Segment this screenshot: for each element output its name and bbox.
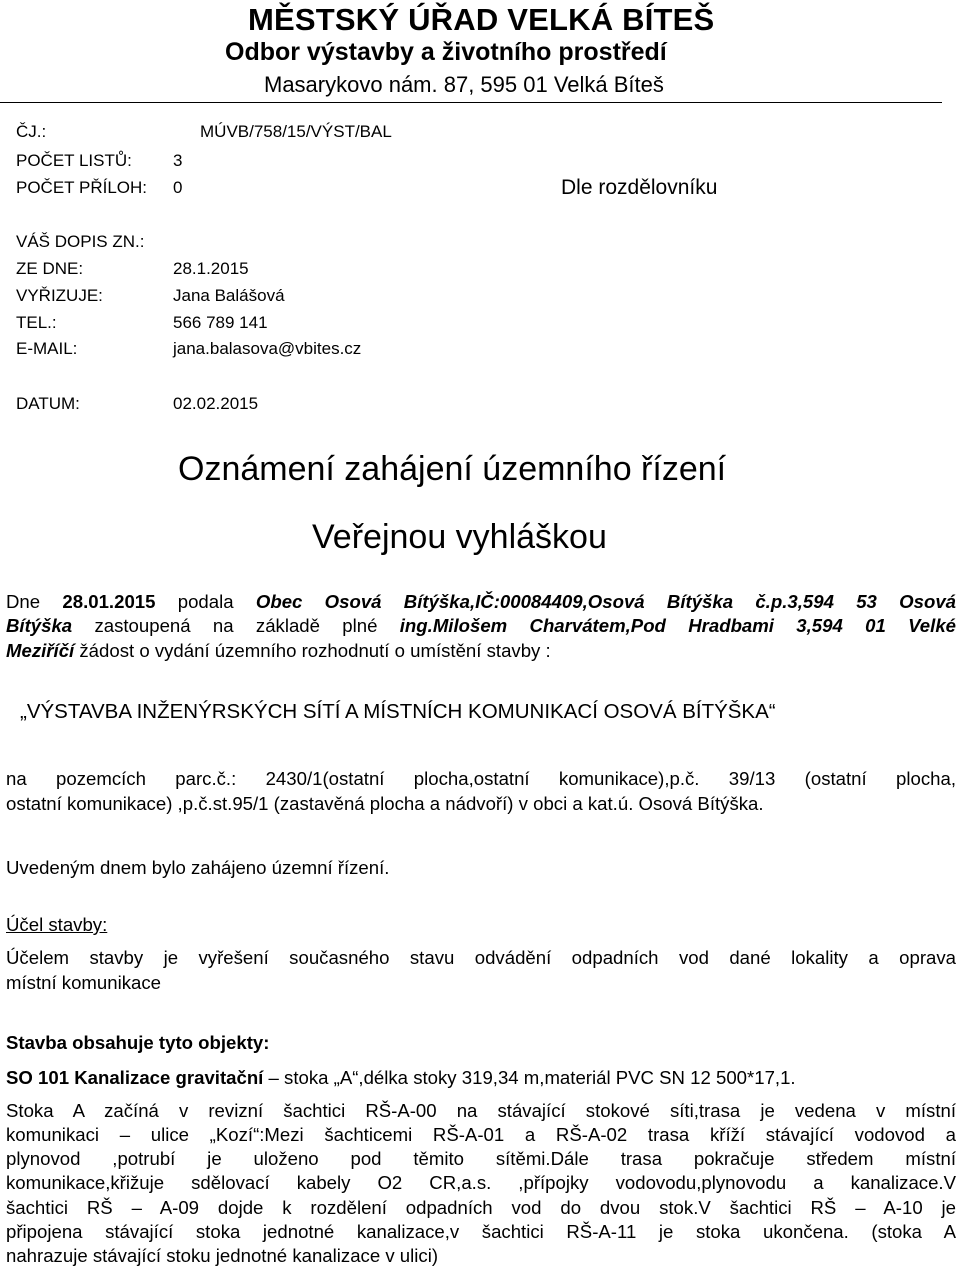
pocet-priloh-value: 0 [173,178,183,197]
email-value: jana.balasova@vbites.cz [173,339,362,358]
stoka-line-5: šachtici RŠ – A-09 dojde k rozdělení odpadních vod do dvou stok.V šachtici RŠ – A-10 je [6,1197,956,1218]
recipient: Dle rozdělovníku [561,176,718,199]
stoka-line-2: komunikaci – ulice „Kozí“:Mezi šachticemi RŠ-A-01 a RŠ-A-02 trasa kříží stávající vodovod a [6,1124,956,1145]
parcels-line-1: na pozemcích parc.č.: 2430/1(ostatní plocha,ostatní komunikace),p.č. 39/13 (ostatní plocha, [6,768,956,789]
pocet-listu-value: 3 [173,151,183,170]
ze-dne-value: 28.1.2015 [173,259,249,278]
zahajeno-text: Uvedeným dnem bylo zahájeno územní řízení. [6,857,390,878]
datum-label: DATUM: [16,394,80,413]
department-name: Odbor výstavby a životního prostředí [225,38,667,66]
vyrizuje-label: VYŘIZUJE: [16,286,103,305]
document-title: Oznámení zahájení územního řízení [178,450,727,488]
stoka-line-3: plynovod ,potrubí je uloženo pod těmito sítěmi.Dále trasa pokračuje středem místní [6,1148,956,1169]
cj-label: ČJ.: [16,122,47,141]
header-divider [0,102,942,103]
stavba-name: „VÝSTAVBA INŽENÝRSKÝCH SÍTÍ A MÍSTNÍCH KOMUNIKACÍ OSOVÁ BÍTÝŠKA“ [20,700,776,723]
ze-dne-label: ZE DNE: [16,259,84,278]
pocet-priloh-label: POČET PŘÍLOH: [16,178,147,197]
tel-value: 566 789 141 [173,313,268,332]
cj-value: MÚVB/758/15/VÝST/BAL [200,122,392,141]
email-label: E-MAIL: [16,339,78,358]
intro-line-3: Meziříčí žádost o vydání územního rozhodnutí o umístění stavby : [6,640,551,661]
vas-dopis-label: VÁŠ DOPIS ZN.: [16,232,145,251]
office-address: Masarykovo nám. 87, 595 01 Velká Bíteš [264,72,664,97]
stoka-line-7: nahrazuje stávající stoku jednotné kanalizace v ulici) [6,1245,439,1266]
vyrizuje-value: Jana Balášová [173,286,285,305]
intro-line-1: Dne 28.01.2015 podala Obec Osová Bítýška,IČ:00084409,Osová Bítýška č.p.3,594 53 Osová [6,591,956,612]
datum-value: 02.02.2015 [173,394,259,413]
office-name: MĚSTSKÝ ÚŘAD VELKÁ BÍTEŠ [248,2,715,37]
ucel-line-1: Účelem stavby je vyřešení současného stavu odvádění odpadních vod dané lokality a oprava [6,947,956,968]
tel-label: TEL.: [16,313,57,332]
stoka-line-4: komunikace,křižuje sdělovací kabely O2 CR,a.s. ,přípojky vodovodu,plynovodu a kanalizace.V [6,1172,956,1193]
ucel-heading: Účel stavby: [6,914,108,935]
parcels-line-2: ostatní komunikace) ,p.č.st.95/1 (zastavěná plocha a nádvoří) v obci a kat.ú. Osová Bítýška. [6,793,764,814]
intro-line-2: Bítýška zastoupená na základě plné ing.Milošem Charvátem,Pod Hradbami 3,594 01 Velké [6,615,956,636]
pocet-listu-label: POČET LISTŮ: [16,151,132,170]
stoka-line-6: připojena stávající stoka jednotné kanalizace,v šachtici RŠ-A-11 je stoka ukončena. (stoka A [6,1221,956,1242]
document-subtitle: Veřejnou vyhláškou [312,518,607,556]
ucel-line-2: místní komunikace [6,972,162,993]
so-101-line: SO 101 Kanalizace gravitační – stoka „A“,délka stoky 319,34 m,materiál PVC SN 12 500*17,1. [6,1067,796,1088]
stoka-line-1: Stoka A začíná v revizní šachtici RŠ-A-00 na stávající stokové síti,trasa je vedena v místní [6,1100,956,1121]
objekty-heading: Stavba obsahuje tyto objekty: [6,1032,270,1053]
